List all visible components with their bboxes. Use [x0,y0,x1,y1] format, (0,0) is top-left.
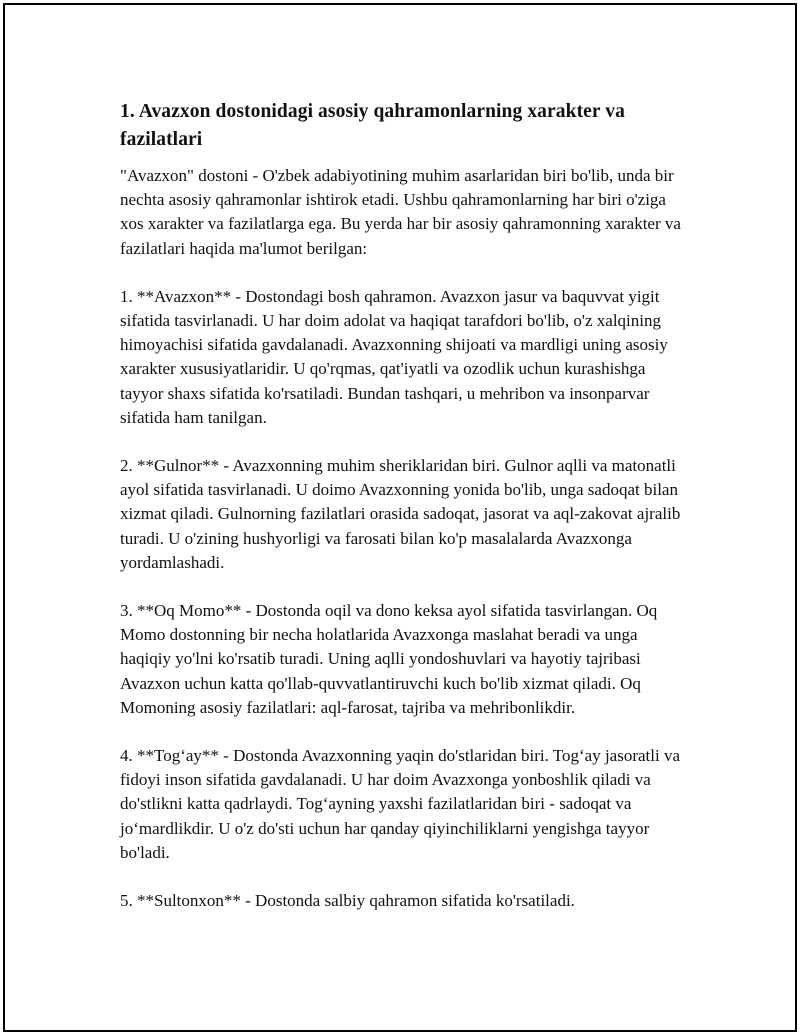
paragraph-togay: 4. **Tog‘ay** - Dostonda Avazxonning yaqin do'stlaridan biri. Tog‘ay jasoratli va fidoyi inson sifatida gavdalanadi. U har doim Avazxonga yonboshlik qiladi va do'stlikni katta qadrlaydi. Tog‘ayning yaxshi fazilatlaridan biri - sadoqat va jo‘mardlikdir. U o'z do'sti uchun har qanday qiyinchiliklarni yengishga tayyor bo'ladi. [120,746,680,862]
paragraph-avazxon: 1. **Avazxon** - Dostondagi bosh qahramon. Avazxon jasur va baquvvat yigit sifatida tasvirlanadi. U har doim adolat va haqiqat tarafdori bo'lib, o'z xalqining himoyachisi sifatida gavdalanadi. Avazxonning shijoati va mardligi uning asosiy xarakter xususiyatlaridir. U qo'rqmas, qat'iyatli va ozodlik uchun kurashishga tayyor shaxs sifatida ko'rsatiladi. Bundan tashqari, u mehribon va insonparvar sifatida ham tanilgan. [120,286,668,427]
paragraph-sultonxon: 5. **Sultonxon** - Dostonda salbiy qahramon sifatida ko'rsatiladi. [120,891,575,911]
document-content [120,98,690,937]
document-title: 1. Avazxon dostonidagi asosiy qahramonlarning xarakter va fazilatlari [120,101,625,150]
paragraph-oq-momo: 3. **Oq Momo** - Dostonda oqil va dono keksa ayol sifatida tasvirlangan. Oq Momo dostonning bir necha holatlarida Avazxonga maslahat beradi va unga haqiqiy yo'lni ko'rsatib turadi. Uning aqlli yondoshuvlari va hayotiy tajribasi Avazxon uchun katta qo'llab-quvvatlantiruvchi kuch bo'lib xizmat qiladi. Oq Momoning asosiy fazilatlari: aql-farosat, tajriba va mehribonlikdir. [120,601,658,717]
paragraph-gulnor: 2. **Gulnor** - Avazxonning muhim sheriklaridan biri. Gulnor aqlli va matonatli ayol sifatida tasvirlanadi. U doimo Avazxonning yonida bo'lib, unga sadoqat bilan xizmat qiladi. Gulnorning fazilatlari orasida sadoqat, jasorat va aql-zakovat ajralib turadi. U o'zining hushyorligi va farosati bilan ko'p masalalarda Avazxonga yordamlashadi. [120,456,681,572]
intro-paragraph: "Avazxon" dostoni - O'zbek adabiyotining muhim asarlaridan biri bo'lib, unda bir nechta asosiy qahramonlar ishtirok etadi. Ushbu qahramonlarning har biri o'ziga xos xarakter va fazilatlarga ega. Bu yerda har bir asosiy qahramonning xarakter va fazilatlari haqida ma'lumot berilgan: [120,166,681,258]
document-page [3,3,797,1032]
